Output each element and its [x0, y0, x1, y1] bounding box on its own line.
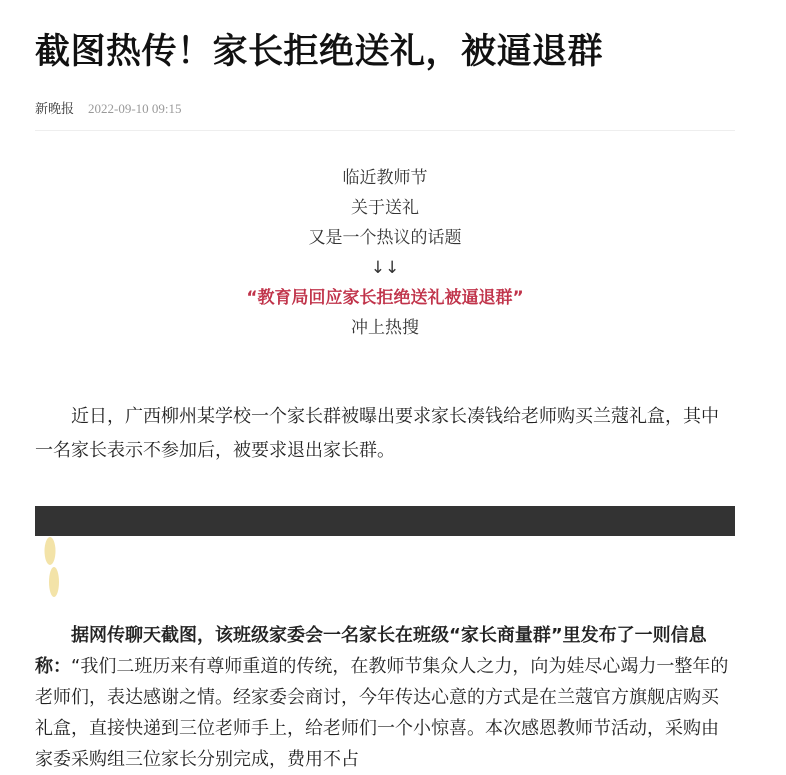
intro-line: 关于送礼	[351, 198, 419, 218]
paragraph-2	[35, 620, 735, 775]
decoration-drops-icon	[40, 536, 62, 600]
article-source[interactable]: 新晚报	[35, 102, 75, 117]
header-divider	[35, 130, 735, 131]
paragraph-2-lead: 据网传聊天截图，该班级家委会一名家长在班级“家长商量群”里发布了一则信息称：	[35, 625, 707, 677]
intro-line: 冲上热搜	[351, 318, 419, 338]
intro-line: 又是一个热议的话题	[308, 228, 462, 248]
article-title: 截图热传！家长拒绝送礼，被逼退群	[35, 32, 604, 72]
intro-highlight-headline: “教育局回应家长拒绝送礼被逼退群”	[246, 288, 524, 308]
image-top-bar	[35, 506, 735, 536]
paragraph-2-body: “我们二班历来有尊师重道的传统，在教师节集众人之力，向为娃尽心竭力一整年的老师们，表达感谢之情。经家委会商讨，今年传达心意的方式是在兰蔻官方旗舰店购买礼盒，直接快递到三位老师手上，给老师们一个小惊喜。本次感恩教师节活动，采购由家委采购组三位家长分别完成，费用不占	[35, 656, 729, 770]
article-datetime: 2022-09-10 09:15	[88, 101, 182, 116]
article-meta	[35, 100, 182, 119]
paragraph-1: 近日，广西柳州某学校一个家长群被曝出要求家长凑钱给老师购买兰蔻礼盒，其中一名家长表示不参加后，被要求退出家长群。	[35, 406, 719, 461]
intro-line: 临近教师节	[342, 168, 428, 188]
intro-block	[35, 163, 735, 343]
intro-arrows: ↓↓	[370, 258, 400, 278]
